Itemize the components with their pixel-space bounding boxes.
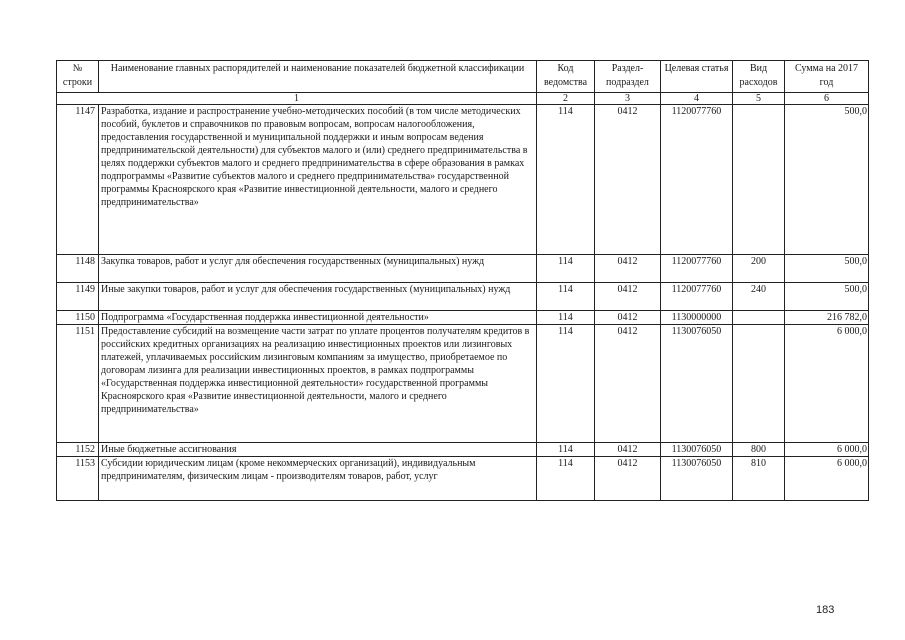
row-expense-type: 240 bbox=[733, 283, 785, 311]
row-expense-type bbox=[733, 311, 785, 325]
row-number: 1148 bbox=[57, 255, 99, 283]
row-dept-code: 114 bbox=[537, 325, 595, 443]
row-amount: 500,0 bbox=[785, 105, 869, 255]
header-target: Целевая статья bbox=[661, 61, 733, 93]
row-section: 0412 bbox=[595, 311, 661, 325]
row-expense-type bbox=[733, 105, 785, 255]
row-name: Закупка товаров, работ и услуг для обеспечения государственных (муниципальных) нужд bbox=[99, 255, 537, 283]
row-section: 0412 bbox=[595, 457, 661, 501]
row-expense-type: 800 bbox=[733, 443, 785, 457]
row-name: Предоставление субсидий на возмещение части затрат по уплате процентов получателям кредитов в российских кредитных организациях на реализацию инвестиционных проектов или лизинговых платежей, уплачиваемых российским лизинговым компаниям за имущество, приобретаемое по договорам лизинга для реализации инвестиционных проектов, в рамках подпрограммы «Государственная поддержка инвестиционной деятельности» государственной программы Красноярского края «Развитие инвестиционной деятельности, малого и среднего предпринимательства» bbox=[99, 325, 537, 443]
table-row bbox=[57, 255, 869, 283]
column-number: 6 bbox=[785, 93, 869, 105]
row-section: 0412 bbox=[595, 443, 661, 457]
row-number: 1153 bbox=[57, 457, 99, 501]
header-expense-type: Вид расходов bbox=[733, 61, 785, 93]
row-dept-code: 114 bbox=[537, 283, 595, 311]
table-row bbox=[57, 457, 869, 501]
row-amount: 500,0 bbox=[785, 255, 869, 283]
column-number: 5 bbox=[733, 93, 785, 105]
row-number: 1149 bbox=[57, 283, 99, 311]
row-name: Разработка, издание и распространение учебно-методических пособий (в том числе методических пособий, буклетов и справочников по правовым вопросам, вопросам налогообложения, предоставления государственной и муниципальной поддержки и иным вопросам ведения предпринимательской деятельности) для субъектов малого и (или) среднего предпринимательства в целях поддержки субъектов малого и среднего предпринимательства в сфере образования в рамках подпрограммы «Развитие субъектов малого и среднего предпринимательства» государственной программы Красноярского края «Развитие инвестиционной деятельности, малого и среднего предпринимательства» bbox=[99, 105, 537, 255]
row-name: Иные закупки товаров, работ и услуг для обеспечения государственных (муниципальных) нужд bbox=[99, 283, 537, 311]
table-row bbox=[57, 283, 869, 311]
row-number: 1150 bbox=[57, 311, 99, 325]
row-number: 1152 bbox=[57, 443, 99, 457]
row-amount: 6 000,0 bbox=[785, 325, 869, 443]
page-number: 183 bbox=[816, 604, 835, 616]
header-dept-code: Код ведомства bbox=[537, 61, 595, 93]
row-target: 1130076050 bbox=[661, 325, 733, 443]
row-amount: 500,0 bbox=[785, 283, 869, 311]
header-row bbox=[57, 61, 869, 93]
row-amount: 6 000,0 bbox=[785, 443, 869, 457]
column-number: 2 bbox=[537, 93, 595, 105]
header-section: Раздел-подраздел bbox=[595, 61, 661, 93]
row-expense-type bbox=[733, 325, 785, 443]
column-number: 3 bbox=[595, 93, 661, 105]
row-target: 1130076050 bbox=[661, 457, 733, 501]
row-dept-code: 114 bbox=[537, 255, 595, 283]
row-dept-code: 114 bbox=[537, 105, 595, 255]
row-name: Подпрограмма «Государственная поддержка инвестиционной деятельности» bbox=[99, 311, 537, 325]
row-expense-type: 810 bbox=[733, 457, 785, 501]
row-target: 1120077760 bbox=[661, 283, 733, 311]
table-row bbox=[57, 311, 869, 325]
column-number-row bbox=[57, 93, 869, 105]
header-row-no: № строки bbox=[57, 61, 99, 93]
header-amount: Сумма на 2017 год bbox=[785, 61, 869, 93]
row-section: 0412 bbox=[595, 255, 661, 283]
row-dept-code: 114 bbox=[537, 443, 595, 457]
row-name: Субсидии юридическим лицам (кроме некоммерческих организаций), индивидуальным предпринимателям, физическим лицам - производителям товаров, работ, услуг bbox=[99, 457, 537, 501]
row-target: 1130000000 bbox=[661, 311, 733, 325]
row-dept-code: 114 bbox=[537, 457, 595, 501]
row-name: Иные бюджетные ассигнования bbox=[99, 443, 537, 457]
row-section: 0412 bbox=[595, 283, 661, 311]
row-section: 0412 bbox=[595, 105, 661, 255]
column-number: 4 bbox=[661, 93, 733, 105]
row-target: 1120077760 bbox=[661, 105, 733, 255]
column-number: 1 bbox=[57, 93, 537, 105]
row-dept-code: 114 bbox=[537, 311, 595, 325]
budget-table bbox=[56, 60, 869, 501]
row-number: 1147 bbox=[57, 105, 99, 255]
header-name: Наименование главных распорядителей и наименование показателей бюджетной классификации bbox=[99, 61, 537, 93]
row-section: 0412 bbox=[595, 325, 661, 443]
table-row bbox=[57, 105, 869, 255]
row-target: 1120077760 bbox=[661, 255, 733, 283]
row-number: 1151 bbox=[57, 325, 99, 443]
row-expense-type: 200 bbox=[733, 255, 785, 283]
table-row bbox=[57, 325, 869, 443]
row-amount: 216 782,0 bbox=[785, 311, 869, 325]
row-target: 1130076050 bbox=[661, 443, 733, 457]
table-row bbox=[57, 443, 869, 457]
row-amount: 6 000,0 bbox=[785, 457, 869, 501]
